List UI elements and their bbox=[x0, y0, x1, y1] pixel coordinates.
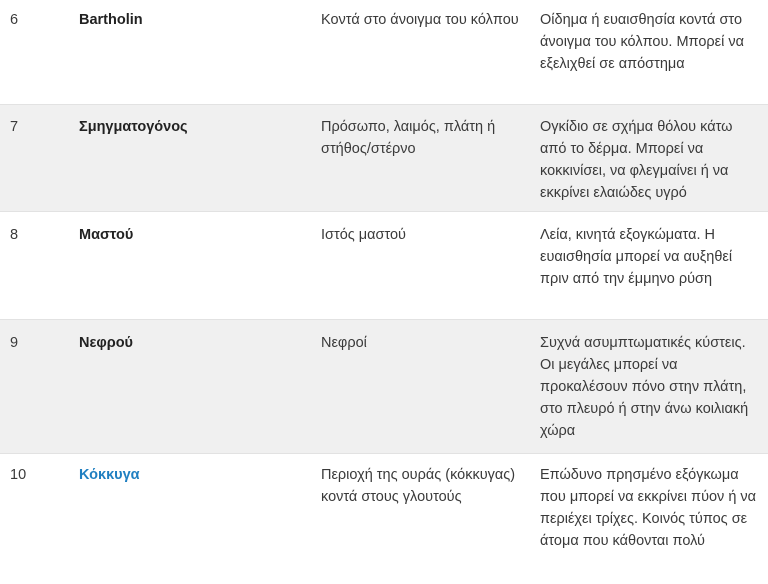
cyst-name: Νεφρού bbox=[79, 335, 133, 351]
table-row bbox=[0, 212, 768, 320]
row-number: 6 bbox=[10, 12, 19, 28]
cyst-name: Bartholin bbox=[79, 12, 143, 28]
cyst-name: Μαστού bbox=[79, 227, 134, 243]
cyst-description: Συχνά ασυμπτωματικές κύστεις. Οι μεγάλες μπορεί να προκαλέσουν πόνο στην πλάτη, στο πλευρό ή στην άνω κοιλιακή χώρα bbox=[540, 335, 749, 439]
cyst-location: Κοντά στο άνοιγμα του κόλπου bbox=[321, 12, 519, 28]
cyst-location: Περιοχή της ουράς (κόκκυγας) κοντά στους γλουτούς bbox=[321, 467, 516, 505]
cyst-location: Πρόσωπο, λαιμός, πλάτη ή στήθος/στέρνο bbox=[321, 119, 496, 157]
cyst-name-link[interactable]: Κόκκυγα bbox=[79, 467, 140, 483]
table-row bbox=[0, 320, 768, 454]
cyst-description: Επώδυνο πρησμένο εξόγκωμα που μπορεί να εκκρίνει πύον ή να περιέχει τρίχες. Κοινός τύπος σε άτομα που κάθονται πολύ bbox=[540, 467, 757, 549]
cyst-description: Οίδημα ή ευαισθησία κοντά στο άνοιγμα του κόλπου. Μπορεί να εξελιχθεί σε απόστημα bbox=[540, 12, 744, 72]
table-row bbox=[0, 105, 768, 212]
row-number: 10 bbox=[10, 467, 27, 483]
row-number: 7 bbox=[10, 119, 19, 135]
row-number: 9 bbox=[10, 335, 19, 351]
cyst-location: Ιστός μαστού bbox=[321, 227, 406, 243]
row-number: 8 bbox=[10, 227, 19, 243]
cyst-description: Ογκίδιο σε σχήμα θόλου κάτω από το δέρμα. Μπορεί να κοκκινίσει, να φλεγμαίνει ή να εκκρίνει ελαιώδες υγρό bbox=[540, 119, 733, 201]
cyst-name: Σμηγματογόνος bbox=[79, 119, 188, 135]
cyst-location: Νεφροί bbox=[321, 335, 367, 351]
table-row bbox=[0, 454, 768, 584]
table-row bbox=[0, 0, 768, 105]
cyst-description: Λεία, κινητά εξογκώματα. Η ευαισθησία μπορεί να αυξηθεί πριν από την έμμηνο ρύση bbox=[540, 227, 733, 287]
